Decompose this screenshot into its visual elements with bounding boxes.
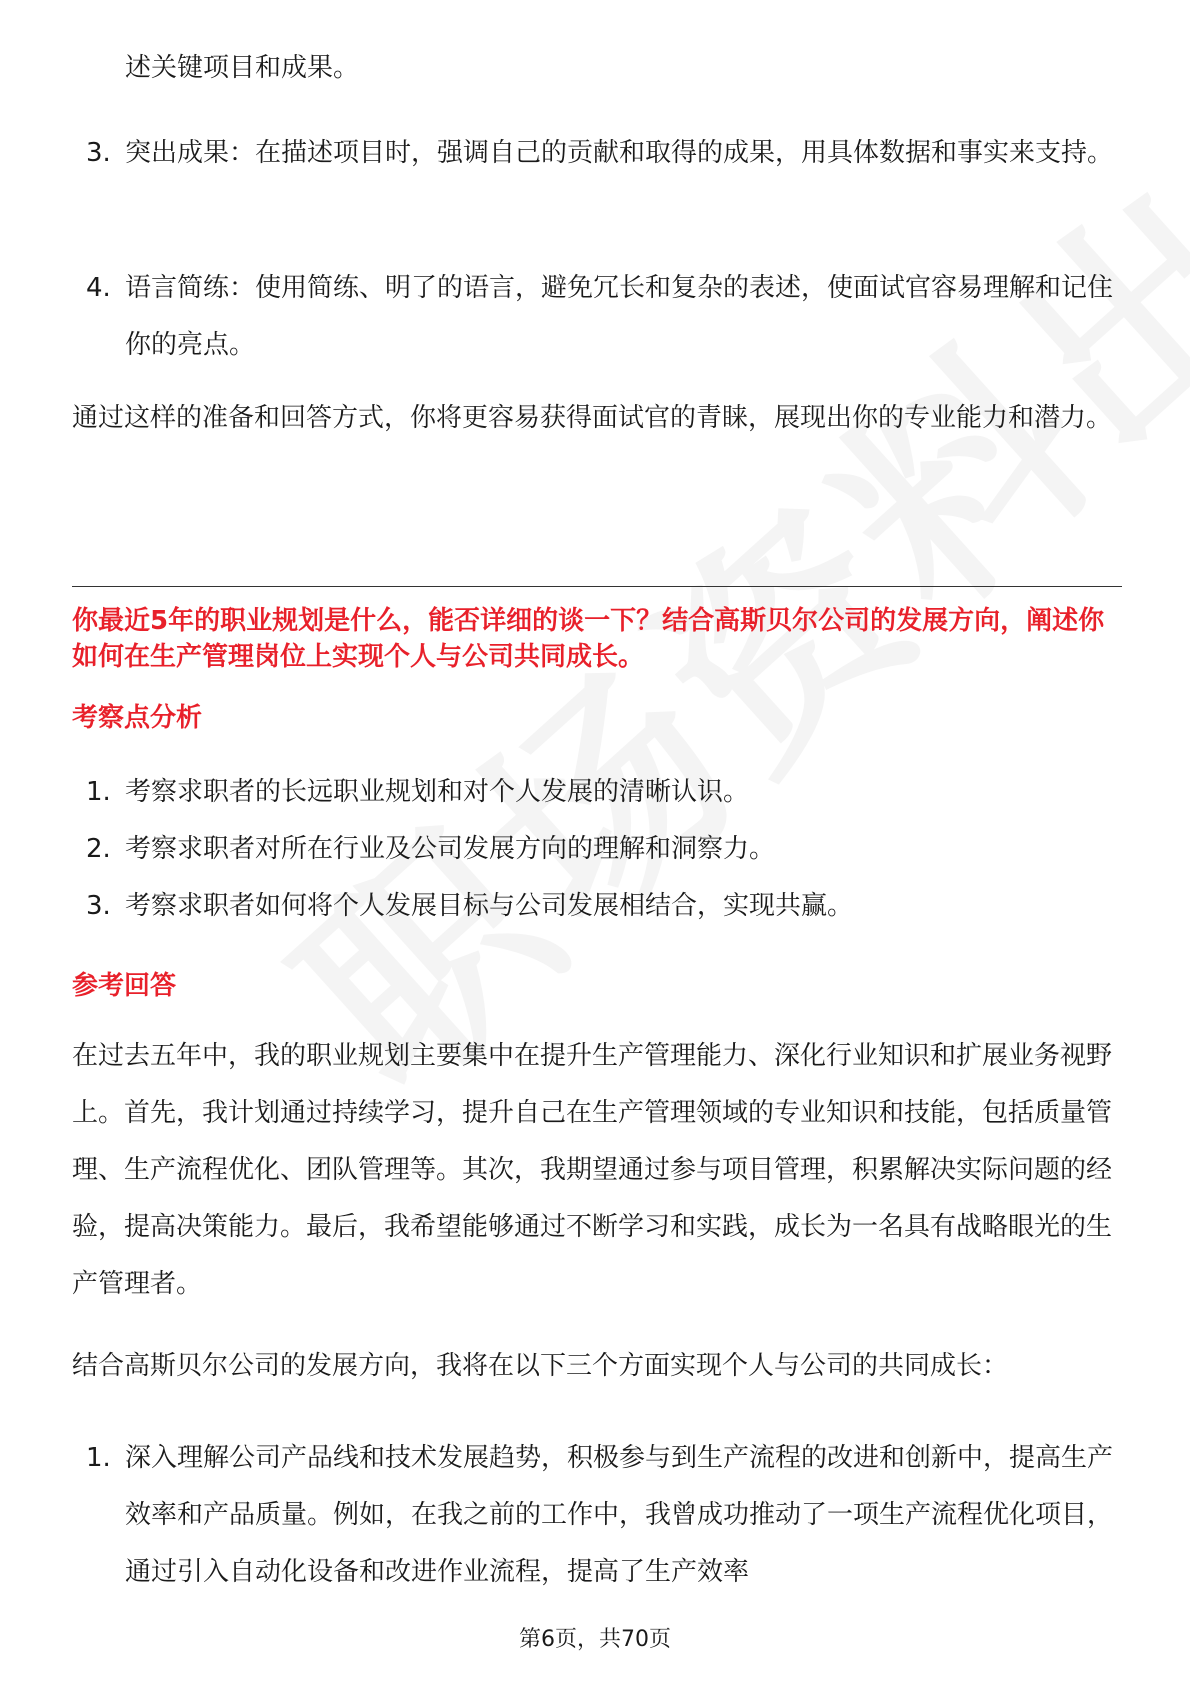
list-number: 3. bbox=[86, 138, 111, 168]
answer-paragraph-2: 结合高斯贝尔公司的发展方向，我将在以下三个方面实现个人与公司的共同成长： bbox=[72, 1351, 1009, 1381]
list-item bbox=[72, 260, 1122, 374]
list-item-text: 突出成果：在描述项目时，强调自己的贡献和取得的成果，用具体数据和事实来支持。 bbox=[125, 138, 1114, 168]
list-item bbox=[72, 40, 1122, 97]
list-number: 1. bbox=[86, 1443, 111, 1473]
page-footer: 第6页，共70页 bbox=[519, 1627, 671, 1652]
list-item-text: 考察求职者对所在行业及公司发展方向的理解和洞察力。 bbox=[125, 834, 776, 864]
list-item bbox=[72, 1430, 1122, 1601]
list-number: 4. bbox=[86, 273, 111, 303]
analysis-heading: 考察点分析 bbox=[72, 703, 203, 733]
list-item bbox=[72, 884, 1122, 928]
list-number: 3. bbox=[86, 891, 111, 921]
answer-list bbox=[72, 1430, 1122, 1601]
list-item-text: 语言简练：使用简练、明了的语言，避免冗长和复杂的表述，使面试官容易理解和记住你的亮点。 bbox=[125, 273, 1114, 360]
list-number: 1. bbox=[86, 777, 111, 807]
list-item-text: 述关键项目和成果。 bbox=[125, 53, 360, 83]
list-item-text: 考察求职者的长远职业规划和对个人发展的清晰认识。 bbox=[125, 777, 750, 807]
list-number: 2. bbox=[86, 834, 111, 864]
list-item-text: 深入理解公司产品线和技术发展趋势，积极参与到生产流程的改进和创新中，提高生产效率和产品质量。例如，在我之前的工作中，我曾成功推动了一项生产流程优化项目，通过引入自动化设备和改进作业流程，提高了生产效率 bbox=[125, 1443, 1114, 1587]
tips-list-item-4 bbox=[72, 260, 1122, 374]
interview-question: 你最近5年的职业规划是什么，能否详细的谈一下？结合高斯贝尔公司的发展方向，阐述你如何在生产管理岗位上实现个人与公司共同成长。 bbox=[72, 606, 1105, 672]
tips-list-item-3 bbox=[72, 125, 1122, 182]
section-divider bbox=[72, 586, 1122, 587]
answer-heading: 参考回答 bbox=[72, 971, 177, 1001]
answer-paragraph-1: 在过去五年中，我的职业规划主要集中在提升生产管理能力、深化行业知识和扩展业务视野上。首先，我计划通过持续学习，提升自己在生产管理领域的专业知识和技能，包括质量管理、生产流程优化、团队管理等。其次，我期望通过参与项目管理，积累解决实际问题的经验，提高决策能力。最后，我希望能够通过不断学习和实践，成长为一名具有战略眼光的生产管理者。 bbox=[72, 1041, 1113, 1299]
analysis-list bbox=[72, 770, 1122, 941]
list-item bbox=[72, 770, 1122, 814]
summary-paragraph: 通过这样的准备和回答方式，你将更容易获得面试官的青睐，展现出你的专业能力和潜力。 bbox=[72, 403, 1113, 433]
continued-list-item bbox=[72, 40, 1122, 97]
list-item bbox=[72, 125, 1122, 182]
list-item-text: 考察求职者如何将个人发展目标与公司发展相结合，实现共赢。 bbox=[125, 891, 854, 921]
list-item bbox=[72, 827, 1122, 871]
